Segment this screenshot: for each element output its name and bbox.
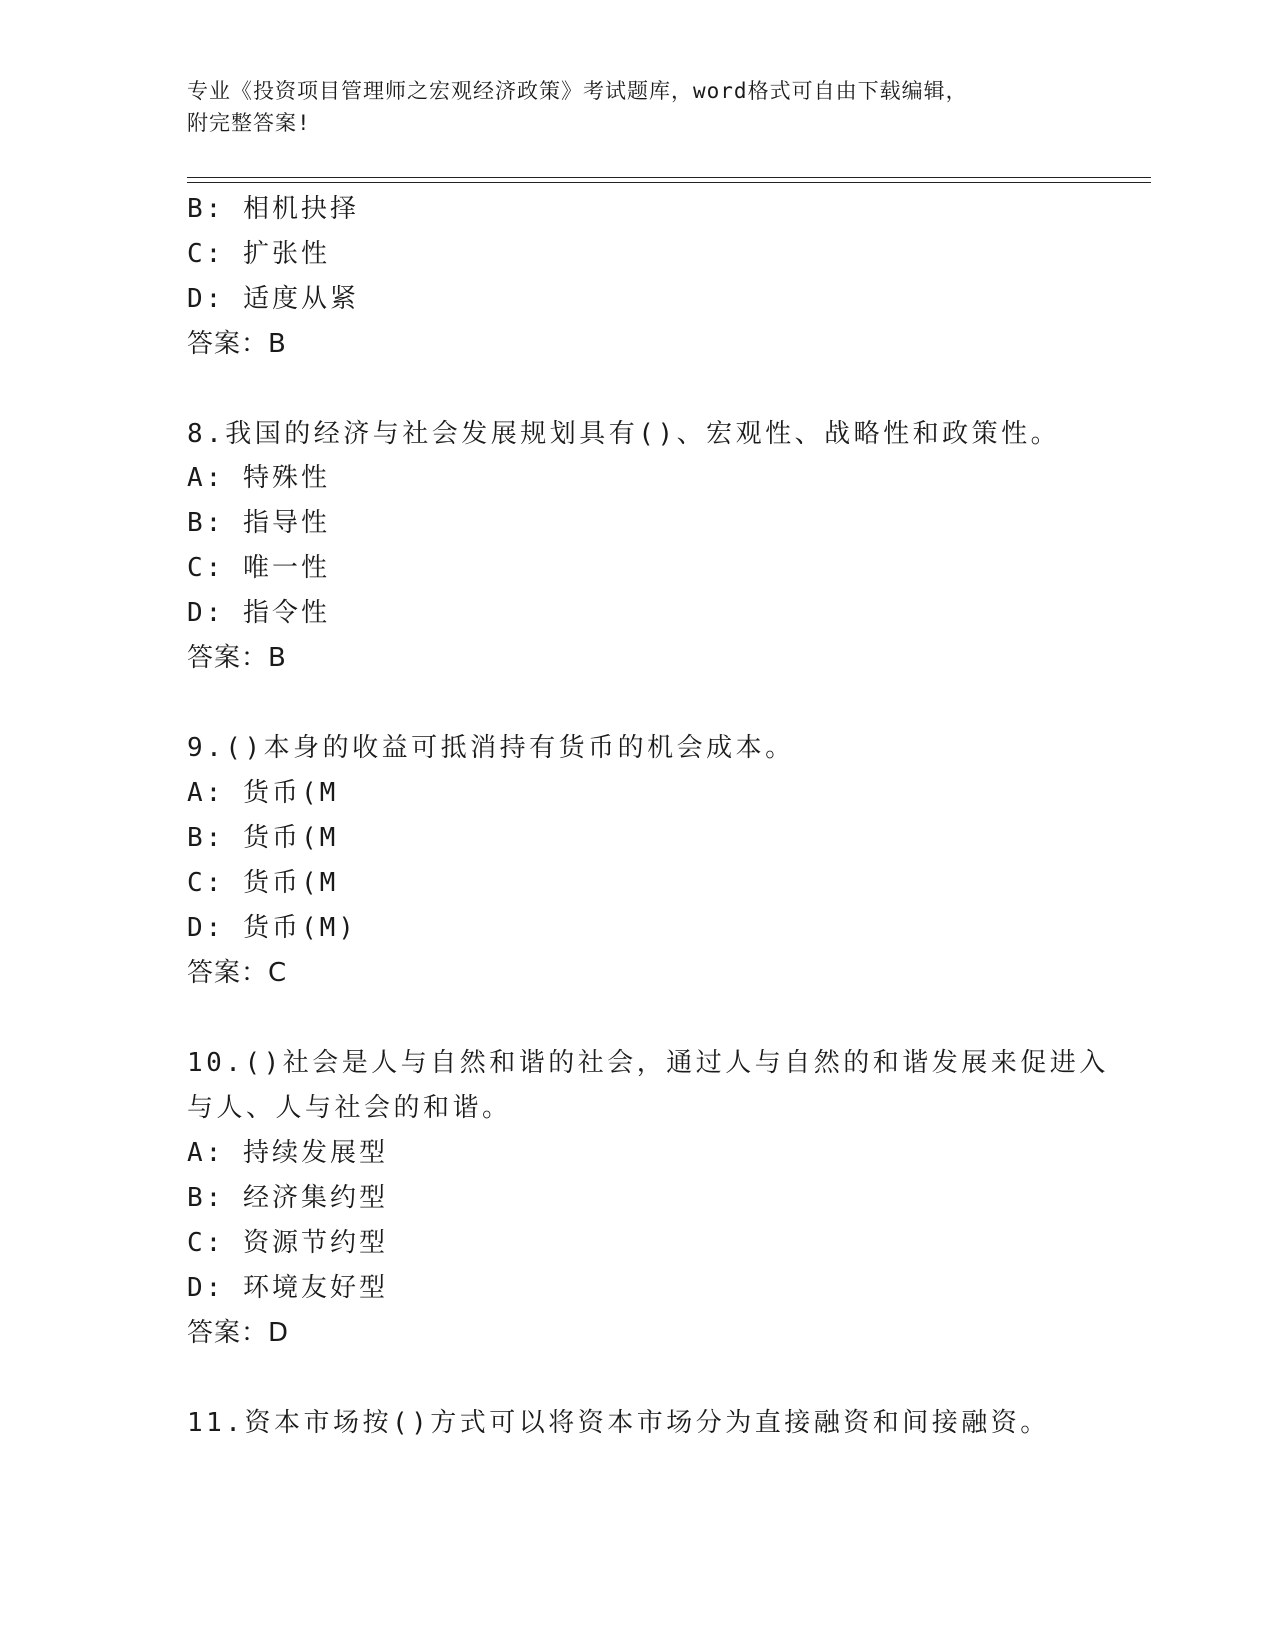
option-c: C: 资源节约型 bbox=[187, 1228, 388, 1258]
option-b: B: 相机抉择 bbox=[187, 194, 359, 224]
question-stem: 9.()本身的收益可抵消持有货币的机会成本。 bbox=[187, 733, 795, 763]
question-stem-continued: 与人、人与社会的和谐。 bbox=[187, 1093, 512, 1123]
question-stem: 8.我国的经济与社会发展规划具有()、宏观性、战略性和政策性。 bbox=[187, 419, 1061, 449]
answer: 答案：C bbox=[187, 958, 288, 988]
option-a: A: 货币(M bbox=[187, 778, 339, 808]
question-stem: 11.资本市场按()方式可以将资本市场分为直接融资和间接融资。 bbox=[187, 1408, 1050, 1438]
option-b: B: 货币(M bbox=[187, 823, 339, 853]
option-a: A: 持续发展型 bbox=[187, 1138, 388, 1168]
option-a: A: 特殊性 bbox=[187, 463, 330, 493]
header-line-2: 附完整答案! bbox=[187, 111, 311, 135]
header-line-1: 专业《投资项目管理师之宏观经济政策》考试题库，word格式可自由下载编辑， bbox=[187, 79, 968, 103]
answer: 答案：B bbox=[187, 329, 287, 359]
option-c: C: 货币(M bbox=[187, 868, 339, 898]
document-header bbox=[187, 75, 1087, 139]
header-divider-bottom bbox=[187, 182, 1151, 183]
option-c: C: 扩张性 bbox=[187, 239, 330, 269]
option-d: D: 适度从紧 bbox=[187, 284, 359, 314]
option-d: D: 货币(M) bbox=[187, 913, 357, 943]
option-b: B: 经济集约型 bbox=[187, 1183, 388, 1213]
option-b: B: 指导性 bbox=[187, 508, 330, 538]
answer: 答案：D bbox=[187, 1318, 290, 1348]
header-divider-top bbox=[187, 177, 1151, 178]
answer: 答案：B bbox=[187, 643, 287, 673]
option-d: D: 指令性 bbox=[187, 598, 330, 628]
option-c: C: 唯一性 bbox=[187, 553, 330, 583]
question-stem: 10.()社会是人与自然和谐的社会，通过人与自然的和谐发展来促进入 bbox=[187, 1048, 1109, 1078]
option-d: D: 环境友好型 bbox=[187, 1273, 388, 1303]
